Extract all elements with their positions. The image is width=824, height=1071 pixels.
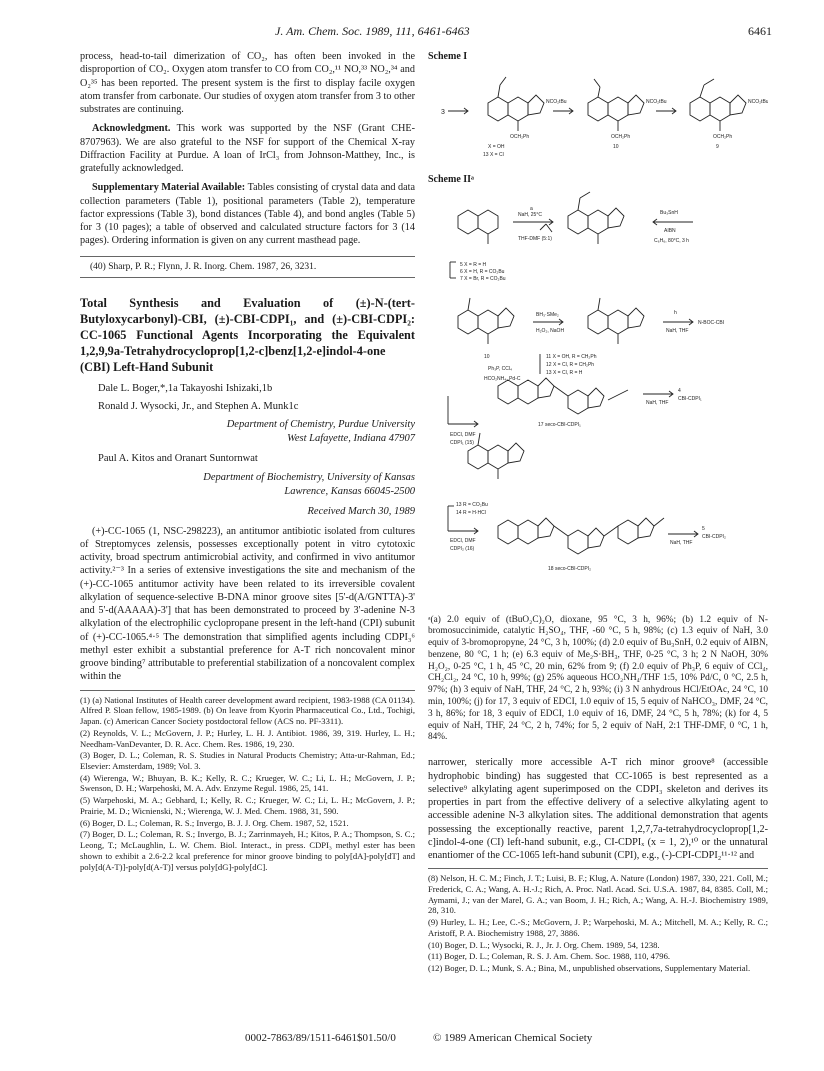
scheme-1-x-label: 13 X = Cl [483,152,504,158]
footnotes-right [428,868,768,974]
article-code: 0002-7863/89/1511-6461$01.50/0 [245,1032,396,1044]
footnote: (4) Wierenga, W.; Bhuyan, B. K.; Kelly, R. C.; Krueger, W. C.; Li, L. H.; McGovern, J. P.; Swenson, D. H.; Warpehoski, M. A. Adv. Enzyme Regul. 1986, 25, 141. [80,772,415,794]
scheme-2-text: C₆H₆, 80°C, 3 h [654,238,689,245]
supplementary-material [80,181,415,247]
body-text-right: narrower, sterically more accessible A-T rich minor groove⁸ (accessible hydrophobic binding) has suggested that CC-1065 is best represented as a selective⁹ alkylating agent superimposed on the CDPI₃ skeleton and derives its properties in part from the effective delivery of a selective alkylating agent to accessible adenine N-3 alkylation sites. The additional demonstration that agents possessing the exceptionally reactive, parent 1,2,7,7a-tetrahydrocycloprop[1,2-c]indol-4-one (CI) left-hand subunit, e.g., CI-CDPIₓ (x = 1, 2),¹⁰ or the unnatural enantiomer of the CC-1065 left-hand subunit (CPI), e.g., (-)-CPI-CDPI₂¹¹·¹² and [428,757,768,862]
ack-label: Acknowledgment. [92,123,171,135]
scheme-2-text: H₂O₂, NaOH [536,328,565,335]
copyright: © 1989 American Chemical Society [433,1032,593,1044]
compound-label: 5 X = R = H [460,262,487,269]
body-text-left: (+)-CC-1065 (1, NSC-298223), an antitumor antibiotic isolated from cultures of Streptomyces zelensis, possesses exceptionally potent in vitro cytotoxic activity, broad spectrum antimicrobial activity, and confirmed in vivo antitumor activity.²⁻³ In a series of extensive investigations the site and mechanism of the (+)-CC-1065 antitumor activity have been related to its irreversible covalent alkylation of sequence-selective B-DNA minor groove sites [5'-d(A/GNTTA)-3' and 5'-d(AAAAA)-3'] that has been demonstrated to proceed by 3'-adenine N-3 alkylation of the electrophilic cyclopropane present in the left-hand (CPI) subunit of (+)-CC-1065.⁴·⁵ The demonstration that simplified agents including CDPI₃⁶ methyl ester exhibit a substantial preference for A-T rich noncovalent minor groove binding⁷ attributable to preferential stabilization of a noncovalent complex within the [80,525,415,683]
footnote: (3) Boger, D. L.; Coleman, R. S. Studies in Natural Products Chemistry; Atta-ur-Rahman, Ed.; Elsevier: Amsterdam, 1989; Vol. 3. [80,750,415,772]
scheme-2-text: NaH, 25°C [518,212,542,219]
scheme-1-x-label: X = OH [488,144,505,150]
footnote: (8) Nelson, H. C. M.; Finch, J. T.; Luisi, B. F.; Klug, A. Nature (London) 1987, 330, 221. Coll, M.; Frederick, C. A.; Wang, A. H.-J.; Rich, A. Proc. Natl. Acad. Sci. U.S.A. 1987, 84, 8385. Coll, M.; Aymami, J.; van der Marel, G. A.; van Boom, J. H.; Rich, A.; Wang, A. H.-J. Biochemistry 1989, 28, 310. [428,873,768,916]
scheme-2-figure [428,186,768,606]
product-label: CBI-CDPI₁ [678,396,702,403]
affiliation-2-line-1: Department of Biochemistry, University of Kansas [203,471,415,483]
compound-label: 11 X = OH, R = CH₂Ph [546,354,597,361]
scheme-2-text: N-BOC-CBI [698,320,725,327]
scheme-2-text: NaH, THF [666,328,689,335]
supp-label: Supplementary Material Available: [92,182,246,194]
footnote: (6) Boger, D. L.; Coleman, R. S.; Invergo, B. J. J. Org. Chem. 1987, 52, 1521. [80,817,349,828]
compound-label: 6 X = H, R = CO₂Bu [460,269,505,276]
footnote: (11) Boger, D. L.; Coleman, R. S. J. Am. Chem. Soc. 1988, 110, 4796. [428,951,671,962]
reference-40: (40) Sharp, P. R.; Flynn, J. R. Inorg. Chem. 1987, 26, 3231. [80,256,415,278]
compound-label: 14 R = H·HCl [456,510,486,517]
left-column [80,50,415,873]
compound-number: 10 [484,354,490,361]
journal-citation: J. Am. Chem. Soc. 1989, 111, 6461-6463 [275,24,470,38]
scheme-2-text: EDCI, DMF [450,432,476,439]
scheme-2-text: NaH, THF [646,400,669,407]
scheme-1-figure [428,63,768,163]
ack-text: This work was supported by the NSF (Grant CHE-8707963). We are also grateful to the NSF for support of the Chemical X-ray Diffraction Facility at Purdue. A loan of IrCl₃ from Johnson-Matthey, Inc., is gratefully acknowledged. [80,123,415,174]
scheme-2-text: a [530,206,533,213]
affiliation-1-line-1: Department of Chemistry, Purdue University [226,419,415,431]
intro-paragraph: process, head-to-tail dimerization of CO₂, has often been invoked in the disproportion of CO₂. Oxygen atom transfer to CO from CO₂,¹¹ NO,³³ NO₂,³⁴ and O₂³⁵ has been reported. The present system is the first to display facile oxygen atom transfer from carbonate. Our studies of oxygen atom transfer from 3 to other substrates are continuing. [80,51,415,115]
compound-label: 17 seco-CBI-CDPI₁ [538,422,581,429]
svg-text:OCH₂Ph: OCH₂Ph [510,134,530,140]
scheme-2-label: Scheme IIᵃ [428,174,474,186]
scheme-2-text: Bu₃SnH [660,210,678,217]
footnote: (7) Boger, D. L.; Coleman, R. S.; Invergo, B. J.; Zarrinmayeh, H.; Kitos, P. A.; Thompson, S. C.; Leong, T.; McLaughlin, L. W. Chem. Biol. Interact., in press. CDPI₃ methyl ester has been shown to exhibit a 2.6-2.2 kcal preference for minor groove binding to poly[dA]-poly[dT] and poly[d(A-T)]-poly[d(A-T)] versus poly[dG]-poly[dC]. [80,829,415,872]
svg-text:NCO₂tBu: NCO₂tBu [646,99,667,105]
article-title: Total Synthesis and Evaluation of (±)-N-(tert-Butyloxycarbonyl)-CBI, (±)-CBI-CDPI₁, and (±)-CBI-CDPI₂: CC-1065 Functional Agents Incorporating the Equivalent 1,2,9,9a-Tetrahydrocycloprop[1,2-c]benz[1,2-e]indol-4-one (CBI) Left-Hand Subunit [80,295,415,374]
compound-label: 7 X = Br, R = CO₂Bu [460,276,506,283]
acknowledgment [80,122,415,175]
scheme-2-text: HCO₂NH₄, Pd-C [484,376,521,383]
compound-label: 18 seco-CBI-CDPI₂ [548,566,592,573]
scheme-2-text: CDPI₂ (16) [450,546,475,553]
authors-line-3: Paul A. Kitos and Oranart Suntornwat [98,453,258,465]
footnote: (12) Boger, D. L.; Munk, S. A.; Bina, M., unpublished observations, Supplementary Material. [428,963,751,974]
footnote: (5) Warpehoski, M. A.; Gebhard, I.; Kelly, R. C.; Krueger, W. C.; Li, L. H.; McGovern, J. P.; Prairie, M. D.; Wicnienski, N.; Wierenga, W. J. Med. Chem. 1988, 31, 590. [80,795,415,816]
scheme-2-text: BH₃·SMe₂ [536,312,559,319]
scheme-2-text: Ph₃P, CCl₄ [488,366,512,373]
product-number: 4 [678,388,681,395]
scheme-2-text: h [674,310,677,317]
compound-label: 13 R = CO₂Bu [456,502,488,509]
footnote: (10) Boger, D. L.; Wysocki, R. J., Jr. J. Org. Chem. 1989, 54, 1238. [428,939,660,950]
affiliation-2-line-2: Lawrence, Kansas 66045-2500 [284,485,415,497]
svg-text:NCO₂tBu: NCO₂tBu [748,99,768,105]
footnotes-left [80,690,415,873]
product-label: CBI-CDPI₂ [702,534,726,541]
product-number: 5 [702,526,705,533]
footnote: (9) Hurley, L. H.; Lee, C.-S.; McGovern, J. P.; Warpehoski, M. A.; Mitchell, M. A.; Kelly, R. C.; Aristoff, P. A. Biochemistry 1988, 27, 3886. [428,917,768,938]
compound-number: 10 [613,144,619,150]
footnote: (1) (a) National Institutes of Health career development award recipient, 1983-1988 (CA 01134). Alfred P. Sloan fellow, 1985-1989. (b) On leave from Kyorin Pharmaceutical Co., Ltd., Tochigi, Japan. (c) American Cancer Society postdoctoral fellow (ACS no. PF-3311). [80,694,415,727]
footnote: (2) Reynolds, V. L.; McGovern, J. P.; Hurley, L. H. J. Antibiot. 1986, 39, 319. Hurley, L. H.; Needham-VanDevanter, D. R. Acc. Chem. Res. 1986, 19, 230. [80,727,415,749]
affiliation-1-line-2: West Lafayette, Indiana 47907 [287,433,415,445]
affiliation-1 [80,418,415,446]
scheme-2-text: NaH, THF [670,540,693,547]
affiliation-2 [80,471,415,499]
svg-text:NCO₂tBu: NCO₂tBu [546,99,567,105]
authors-line-2: Ronald J. Wysocki, Jr., and Stephen A. Munk1c [98,400,299,412]
svg-text:3: 3 [441,109,445,116]
svg-text:OCH₂Ph: OCH₂Ph [611,134,631,140]
supp-text: Tables consisting of crystal data and data collection parameters (Table 1), positional parameters (Table 2), temperature factor expressions (Table 3), bond distances (Table 4), and bond angles (Table 5) for 3 (10 pages); a table of observed and calculated structure factors for 3 (14 pages). Ordering information is given on any current masthead page. [80,182,415,247]
svg-text:OCH₂Ph: OCH₂Ph [713,134,733,140]
scheme-2-text: AIBN [664,228,676,235]
right-column [428,50,768,975]
compound-number: 9 [716,144,719,150]
scheme-2-text: CDPI₁ (15) [450,440,474,447]
scheme-footnote: ᵃ(a) 2.0 equiv of (tBuO₂C)₂O, dioxane, 95 °C, 3 h, 96%; (b) 1.2 equiv of N-bromosuccinimide, catalytic H₂SO₄, THF, -60 °C, 5 h, 98%; (c) 1.3 equiv of NaH, 3.0 equiv of 3-bromopropyne, 24 °C, 3 h, 100%; (d) 2.0 equiv of Bu₃SnH, 0.2 equiv of AIBN, benzene, 80 °C, 1 h; (e) 6.3 equiv of Me₂S·BH₃, THF, 0-25 °C, 3 h; 2 N NaOH, 30% H₂O₂, 0-25 °C, 1 h, 45 °C, 20 min, 62% from 9; (f) 2.0 equiv of Ph₃P, 6 equiv of CCl₄, CH₂Cl₂, 24 °C, 10 h, 99%; (g) 25% aqueous HCO₂NH₄/THF 1:5, 10% Pd/C, 0 °C, 2.5 h, 97%; (h) 3 equiv of NaH, THF, 24 °C, 2 h, 93%; (i) 3 N anhydrous HCl/EtOAc, 24 °C, 10 min, 100%; (j) for 17, 3 equiv of EDCI, 1.0 equiv of 15, 5 equiv of NaHCO₃, DMF, 24 °C, 3 h, 86%; for 18, 3 equiv of EDCI, 1.0 equiv of 16, DMF, 24 °C, 5 h, 78%; (k) for 4, 5 equiv of NaH, THF, 24 °C, 2 h, 74%; for 5, 2 equiv of NaH, 2:1 THF-DMF, 0 °C, 1 h, 84%. [428,614,768,743]
running-header [0,24,824,42]
authors-line-1: Dale L. Boger,*,1a Takayoshi Ishizaki,1b [98,382,273,394]
compound-label: 13 X = Cl, R = H [546,370,583,377]
received-date: Received March 30, 1989 [307,505,415,517]
page-number: 6461 [748,24,772,38]
scheme-1-label: Scheme I [428,51,468,62]
scheme-2-text: EDCI, DMF [450,538,476,545]
scheme-2-text: THF-DMF (5:1) [518,236,552,243]
compound-label: 12 X = Cl, R = CH₂Ph [546,362,595,369]
